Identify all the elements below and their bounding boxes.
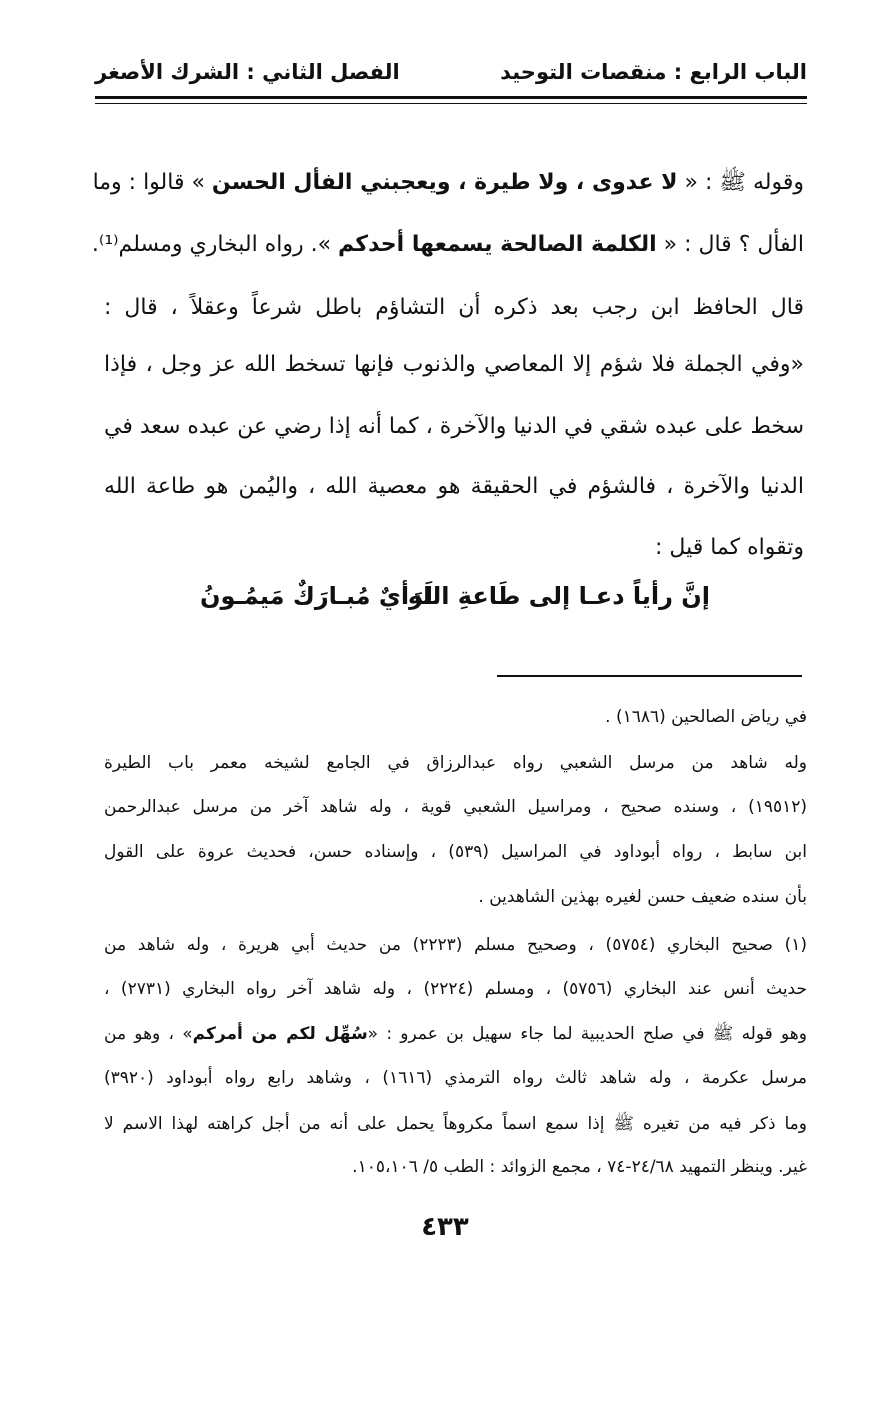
footnote-line: مرسل عكرمة ، وله شاهد ثالث رواه الترمذي (١٦١٦) ، وشاهد رابع رواه أبوداود (٣٩٢٠) xyxy=(104,1068,807,1088)
hadith-quote: سُهِّل لكم من أمركم xyxy=(192,1024,368,1044)
poetry-verse xyxy=(200,582,710,630)
header-rule-thick xyxy=(95,96,807,99)
footnote-line: (١) صحيح البخاري (٥٧٥٤) ، وصحيح مسلم (٢٢٢٣) من حديث أبي هريرة ، وله شاهد من xyxy=(104,935,807,955)
text-line-6: الدنيا والآخرة ، فالشؤم في الحقيقة هو معصية الله ، واليُمن هو طاعة الله xyxy=(104,474,804,499)
footnote-line: وما ذكر فيه من تغيره ﷺ إذا سمع اسماً مكروهاً يحمل على أنه من أجل كراهته لهذا الاسم لا xyxy=(104,1114,807,1134)
page-number: ٤٣٣ xyxy=(421,1212,469,1242)
footnote-separator xyxy=(497,675,802,677)
text-line-7: وتقواه كما قيل : xyxy=(655,535,804,560)
footnote-line: (١٩٥١٢) ، وسنده صحيح ، ومراسيل الشعبي قوية ، وله شاهد آخر من مرسل عبدالرحمن xyxy=(104,797,807,817)
footnote-line: في رياض الصالحين (١٦٨٦) . xyxy=(605,707,807,727)
footnote-line: وله شاهد من مرسل الشعبي رواه عبدالرزاق في الجامع لشيخه معمر باب الطيرة xyxy=(104,753,807,773)
footnote-line: ابن سابط ، رواه أبوداود في المراسيل (٥٣٩) ، وإسناده حسن، فحديث عروة على القول xyxy=(104,842,807,862)
footnote-line: غير. وينظر التمهيد ٢٤/٦٨-٧٤ ، مجمع الزوائد : الطب ٥/ ١٠٥،١٠٦. xyxy=(352,1157,807,1177)
text-line-1: وقوله ﷺ : « لا عدوى ، ولا طيرة ، ويعجبني الفأل الحسن » قالوا : وما xyxy=(92,170,804,195)
hadith-quote: الكلمة الصالحة يسمعها أحدكم xyxy=(338,232,657,257)
header-rule-thin xyxy=(95,103,807,104)
verse-first-hemistich: إنَّ رأياً دعـا إلى طَاعةِ الله xyxy=(407,582,710,610)
text-line-2: الفأل ؟ قال : « الكلمة الصالحة يسمعها أحدكم ». رواه البخاري ومسلم⁽¹⁾. xyxy=(91,232,804,257)
text-line-3: قال الحافظ ابن رجب بعد ذكره أن التشاؤم باطل شرعاً وعقلاً ، قال : xyxy=(104,295,804,320)
footnote-line: حديث أنس عند البخاري (٥٧٥٦) ، ومسلم (٢٢٢٤) ، وله شاهد آخر رواه البخاري (٢٧٣١) ، xyxy=(104,979,807,999)
hadith-quote: لا عدوى ، ولا طيرة ، ويعجبني الفأل الحسن xyxy=(211,170,678,195)
chapter-title: الباب الرابع : منقصات التوحيد xyxy=(500,60,807,84)
text-line-5: سخط على عبده شقي في الدنيا والآخرة ، كما أنه إذا رضي عن عبده سعد في xyxy=(104,414,804,439)
footnote-line: وهو قوله ﷺ في صلح الحديبية لما جاء سهيل بن عمرو : «سُهِّل لكم من أمركم» ، وهو من xyxy=(104,1024,807,1044)
running-header xyxy=(95,52,807,98)
footnote-line: بأن سنده ضعيف حسن لغيره بهذين الشاهدين . xyxy=(478,887,807,907)
section-title: الفصل الثاني : الشرك الأصغر xyxy=(95,60,400,84)
verse-second-hemistich: لَرَأيٌ مُبـارَكٌ مَيمُـونُ xyxy=(200,582,434,610)
text-line-4: «وفي الجملة فلا شؤم إلا المعاصي والذنوب فإنها تسخط الله عز وجل ، فإذا xyxy=(104,352,804,377)
